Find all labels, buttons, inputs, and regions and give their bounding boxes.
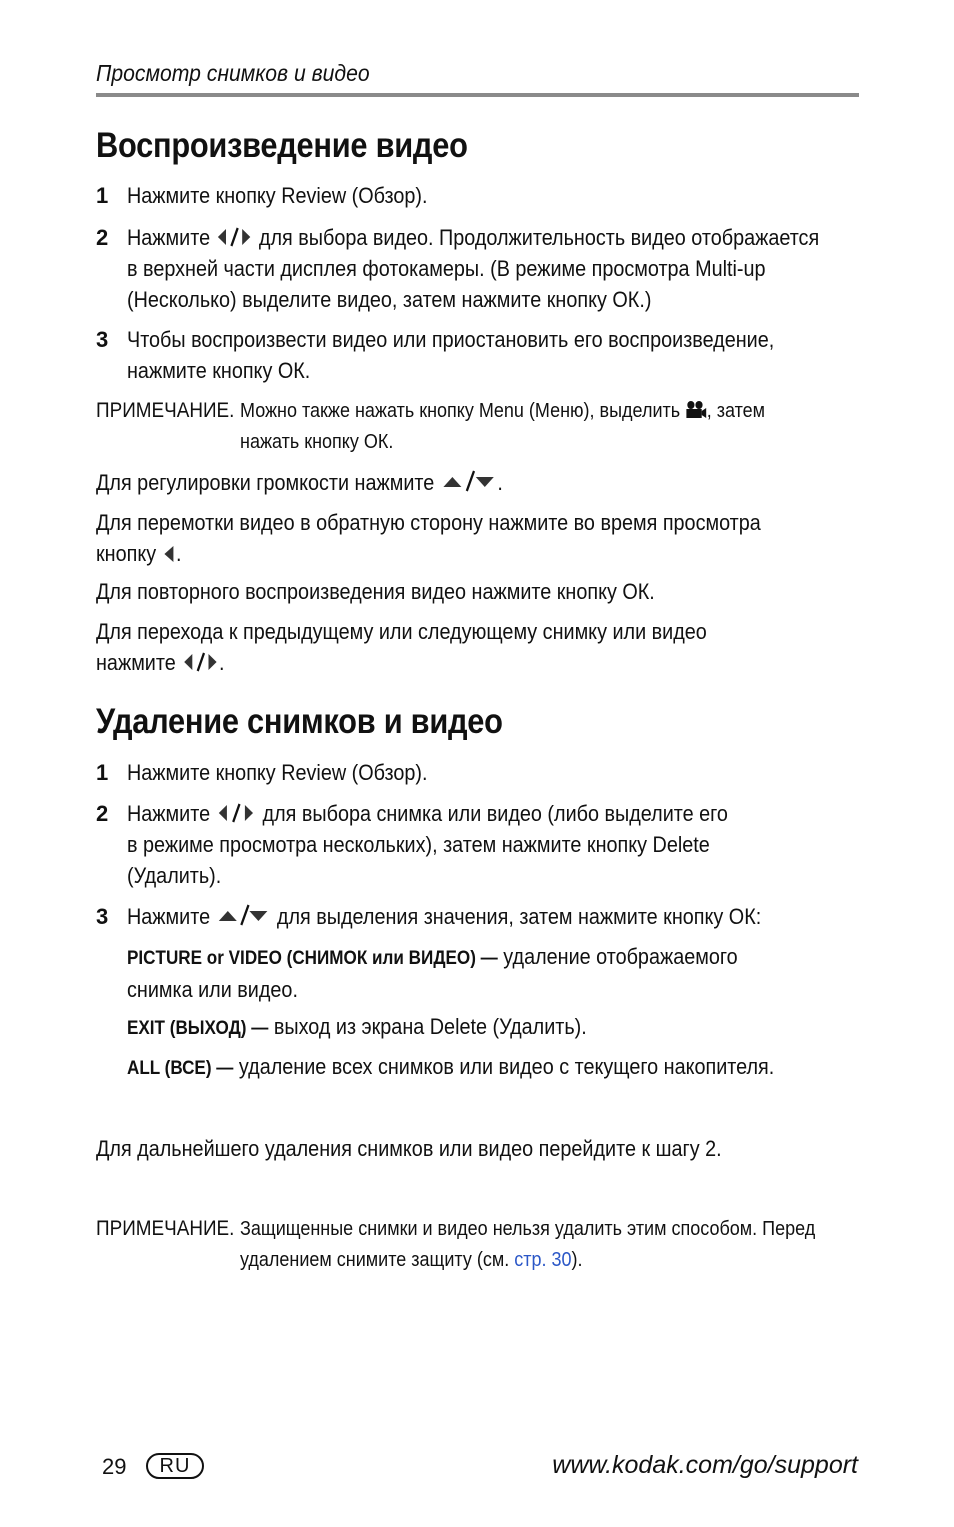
further-delete-paragraph: Для дальнейшего удаления снимков или видео перейдите к шагу 2. — [96, 1136, 722, 1161]
delete-step-1: 1 Нажмите кнопку Review (Обзор). — [96, 760, 428, 785]
running-header: Просмотр снимков и видео — [96, 60, 370, 86]
delete-step-2: 2 Нажмите для выбора снимка или видео (либо выделите его в режиме просмотра нескольких), затем нажмите кнопку Delete (Удалить). — [96, 801, 728, 888]
video-camera-icon — [685, 400, 707, 420]
left-right-arrows-icon — [181, 651, 219, 673]
up-down-arrows-icon — [216, 903, 272, 927]
option-picture-or-video: PICTURE or VIDEO (СНИМОК или ВИДЕО) — удаление отображаемого снимка или видео. — [127, 944, 738, 1002]
left-right-arrows-icon — [216, 802, 257, 824]
header-rule — [96, 93, 859, 97]
replay-paragraph: Для повторного воспроизведения видео нажмите кнопку ОК. — [96, 579, 655, 604]
option-all: ALL (ВСЕ) — удаление всех снимков или видео с текущего накопителя. — [127, 1054, 775, 1079]
page-number: 29 — [102, 1454, 127, 1479]
playback-step-3: 3 Чтобы воспроизвести видео или приостановить его воспроизведение, нажмите кнопку ОК. — [96, 327, 775, 383]
left-arrow-icon — [162, 544, 176, 564]
delete-note: ПРИМЕЧАНИЕ. Защищенные снимки и видео нельзя удалить этим способом. Перед удалением снимите защиту (см. стр. 30). — [96, 1217, 816, 1271]
left-right-arrows-icon — [216, 226, 254, 248]
option-exit: EXIT (ВЫХОД) — выход из экрана Delete (Удалить). — [127, 1014, 587, 1039]
section-title-playback: Воспроизведение видео — [96, 126, 468, 165]
delete-step-3: 3 Нажмите для выделения значения, затем нажмите кнопку ОК: — [96, 904, 762, 929]
up-down-arrows-icon — [440, 469, 498, 493]
language-badge: RU — [146, 1453, 204, 1479]
page-30-link[interactable]: стр. 30 — [514, 1249, 572, 1271]
section-title-delete: Удаление снимков и видео — [96, 702, 503, 741]
playback-step-1: 1 Нажмите кнопку Review (Обзор). — [96, 183, 428, 208]
volume-paragraph: Для регулировки громкости нажмите . — [96, 470, 503, 495]
rewind-paragraph: Для перемотки видео в обратную сторону нажмите во время просмотра кнопку . — [96, 510, 761, 566]
playback-step-2: 2 Нажмите для выбора видео. Продолжительность видео отображается в верхней части дисплея фотокамеры. (В режиме просмотра Multi-up (Несколько) выделите видео, затем нажмите кнопку ОК.) — [96, 225, 820, 312]
playback-note: ПРИМЕЧАНИЕ. Можно также нажать кнопку Menu (Меню), выделить , затем нажать кнопку ОК. — [96, 399, 766, 453]
navigate-paragraph: Для перехода к предыдущему или следующему снимку или видео нажмите . — [96, 619, 707, 675]
support-url[interactable]: www.kodak.com/go/support — [552, 1451, 858, 1479]
